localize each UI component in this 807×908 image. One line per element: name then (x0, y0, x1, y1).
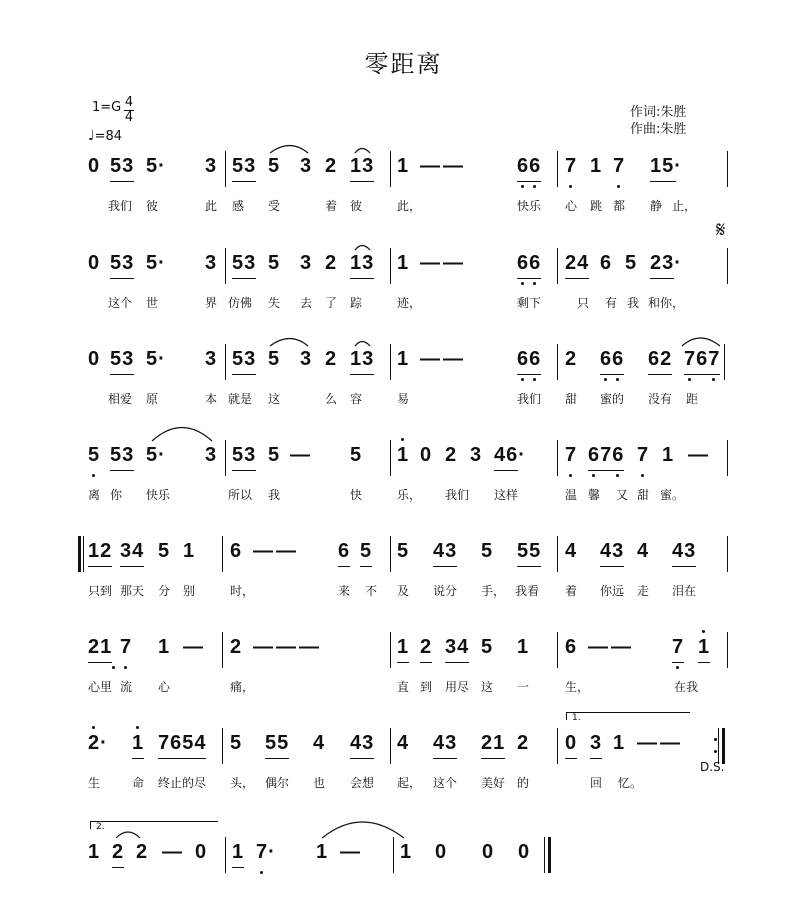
note: 1 (662, 444, 675, 466)
lyric: 都 (613, 199, 626, 213)
note: 4 (565, 540, 578, 562)
composer-credit: 作曲:朱胜 (630, 122, 687, 137)
lyric: 快乐 (146, 488, 171, 502)
lyric: 痛， (230, 680, 255, 694)
lyric: 快乐 (517, 199, 542, 213)
lyric: 着 (565, 584, 578, 598)
slur (152, 428, 212, 442)
lyric: 我们 (517, 392, 542, 406)
note: 66 (600, 348, 625, 370)
note: 24 (565, 252, 590, 274)
note: 3 (205, 252, 218, 274)
lyric: 别 (183, 584, 196, 598)
lyric: 终止的尽 (158, 776, 207, 790)
lyric: 美好 (481, 776, 506, 790)
time-bottom: 4 (124, 110, 134, 125)
lyric: 回 (590, 776, 603, 790)
slur (355, 342, 370, 347)
note: 5 (158, 540, 171, 562)
note: — (299, 636, 320, 658)
lyric: 走 (637, 584, 650, 598)
note: 5 (268, 252, 281, 274)
note: 1 (232, 841, 245, 863)
lyric: 会想 (350, 776, 375, 790)
lyric: 着 (325, 199, 338, 213)
note: 5 (350, 444, 363, 466)
lyric: 又 (616, 488, 629, 502)
lyric: 仿佛 (228, 296, 253, 310)
note: 2 (565, 348, 578, 370)
note: 53 (232, 444, 257, 466)
lyric: 在我 (674, 680, 699, 694)
lyric: 没有 (648, 392, 673, 406)
note: 0 (518, 841, 531, 863)
lyric: 时， (230, 584, 255, 598)
lyric: 了 (325, 296, 338, 310)
key-label: 1=G (92, 100, 122, 115)
lyric: 容 (350, 392, 363, 406)
song-title: 零距离 (364, 50, 443, 78)
lyric: 受 (268, 199, 281, 213)
note: 5 (88, 444, 101, 466)
note: 1 (397, 348, 410, 370)
note: 7 (565, 155, 578, 177)
note: — (253, 540, 274, 562)
note: — (276, 540, 297, 562)
lyric: 起， (397, 776, 422, 790)
lyric: 那天 (120, 584, 145, 598)
note: 0 (88, 155, 101, 177)
note: 53 (110, 155, 135, 177)
note: — (660, 732, 681, 754)
lyric: 静 (650, 199, 663, 213)
slur (116, 832, 140, 838)
slur (682, 338, 720, 346)
note: 5 (268, 348, 281, 370)
note: 2 (517, 732, 530, 754)
slur (270, 146, 308, 154)
lyric: 原 (146, 392, 159, 406)
lyric: 只到 (88, 584, 113, 598)
lyric: 跳 (590, 199, 603, 213)
note: 0 (88, 348, 101, 370)
note: 55 (265, 732, 290, 754)
note: 7 (120, 636, 133, 658)
tempo-value: =84 (94, 129, 123, 144)
lyric: 世 (146, 296, 159, 310)
lyric: 止， (672, 199, 697, 213)
lyric: 说分 (433, 584, 458, 598)
lyric: 彼 (146, 199, 159, 213)
note: 3 (205, 444, 218, 466)
lyric: 命 (132, 776, 145, 790)
lyric: 离 (88, 488, 101, 502)
note: 13 (350, 155, 375, 177)
note: 43 (600, 540, 625, 562)
note: 5 (268, 444, 281, 466)
lyric: 直 (397, 680, 410, 694)
note: — (637, 732, 658, 754)
note: 7 (613, 155, 626, 177)
note: 1 (316, 841, 329, 863)
lyricist-credit: 作词:朱胜 (630, 105, 687, 120)
note: 13 (350, 252, 375, 274)
note: — (276, 636, 297, 658)
note: 2 (325, 252, 338, 274)
note: 13 (350, 348, 375, 370)
note: 5 (230, 732, 243, 754)
lyric: 手， (481, 584, 506, 598)
lyric: 只 (577, 296, 590, 310)
lyric: 生 (88, 776, 101, 790)
note: 5 (397, 540, 410, 562)
note: 7· (256, 841, 276, 863)
note: 55 (517, 540, 542, 562)
lyric: 我看 (515, 584, 540, 598)
note: 5 (268, 155, 281, 177)
note: 3 (590, 732, 603, 754)
lyric: 偶尔 (265, 776, 290, 790)
lyric: 泪在 (672, 584, 697, 598)
lyric: 我 (268, 488, 281, 502)
note: 2 (136, 841, 149, 863)
lyric: 此 (205, 199, 218, 213)
note: — (420, 252, 441, 274)
lyric: 易 (397, 392, 410, 406)
lyric: 本 (205, 392, 218, 406)
note: 23· (650, 252, 682, 274)
lyric: 来 (338, 584, 351, 598)
lyric: 这个 (433, 776, 458, 790)
slur (270, 339, 308, 347)
lyric: 有 (605, 296, 618, 310)
note: 2 (325, 348, 338, 370)
lyric: 你远 (600, 584, 625, 598)
note: 3 (300, 252, 313, 274)
note: — (253, 636, 274, 658)
note: 1 (397, 252, 410, 274)
note: 6 (600, 252, 613, 274)
note: 0 (88, 252, 101, 274)
note: 1 (397, 444, 410, 466)
note: 3 (300, 348, 313, 370)
note: 1 (590, 155, 603, 177)
note: 1 (400, 841, 413, 863)
note: — (183, 636, 204, 658)
lyric: 到 (420, 680, 433, 694)
lyric: 蜜的 (600, 392, 625, 406)
lyric: 此， (397, 199, 422, 213)
note: 676 (588, 444, 625, 466)
lyric: 迹， (397, 296, 422, 310)
lyric: 你 (110, 488, 123, 502)
lyric: 不 (365, 584, 378, 598)
lyric: 乐， (397, 488, 422, 502)
lyric: 的 (517, 776, 530, 790)
note: 2· (88, 732, 108, 754)
note: 43 (350, 732, 375, 754)
lyric: 我们 (445, 488, 470, 502)
slur (322, 822, 404, 838)
lyric: 头， (230, 776, 255, 790)
note: 3 (470, 444, 483, 466)
lyric: 心里 (88, 680, 113, 694)
lyric: 用尽 (445, 680, 470, 694)
lyric: 甜 (565, 392, 578, 406)
note: 1 (698, 636, 711, 658)
note: 5 (625, 252, 638, 274)
lyric: 感 (232, 199, 245, 213)
note: 21 (88, 636, 113, 658)
lyric: 距 (686, 392, 699, 406)
volta-2-label: 2. (96, 822, 105, 832)
lyric: 我们 (108, 199, 133, 213)
lyric: 去 (300, 296, 313, 310)
note: 66 (517, 348, 542, 370)
lyric: 也 (313, 776, 326, 790)
lyric: 及 (397, 584, 410, 598)
lyric: 心 (158, 680, 171, 694)
lyric: 忆。 (618, 776, 643, 790)
note: 2 (230, 636, 243, 658)
note: 0 (565, 732, 578, 754)
note: 0 (435, 841, 448, 863)
lyric: 一 (517, 680, 530, 694)
segno-icon: 𝄋 (716, 218, 726, 243)
lyric: 生， (565, 680, 590, 694)
lyric: 么 (325, 392, 338, 406)
note: 7 (565, 444, 578, 466)
quarter-note-icon: ♩ (88, 128, 95, 144)
note: — (420, 348, 441, 370)
note: 6 (565, 636, 578, 658)
note: 4 (313, 732, 326, 754)
note: 66 (517, 155, 542, 177)
note: 1 (183, 540, 196, 562)
note: — (162, 841, 183, 863)
lyric: 彼 (350, 199, 363, 213)
note: 62 (648, 348, 673, 370)
lyric: 界 (205, 296, 218, 310)
note: 53 (232, 348, 257, 370)
note: 0 (195, 841, 208, 863)
note: 5· (146, 444, 166, 466)
note: 66 (517, 252, 542, 274)
note: 3 (205, 348, 218, 370)
note: 1 (517, 636, 530, 658)
note: 5· (146, 348, 166, 370)
note: 5 (360, 540, 373, 562)
note: 1 (397, 155, 410, 177)
lyric: 这 (481, 680, 494, 694)
lyric: 温 (565, 488, 578, 502)
note: 5· (146, 155, 166, 177)
volta-1-label: 1. (572, 713, 581, 723)
note: 1 (132, 732, 145, 754)
note: 1 (613, 732, 626, 754)
note: 2 (445, 444, 458, 466)
note: 43 (433, 540, 458, 562)
note: 1 (88, 841, 101, 863)
note: 53 (232, 155, 257, 177)
note: 0 (420, 444, 433, 466)
lyric: 这个 (108, 296, 133, 310)
lyric: 馨 (588, 488, 601, 502)
note: 1 (397, 636, 410, 658)
slur (355, 149, 370, 154)
lyric: 心 (565, 199, 578, 213)
lyric: 和你， (648, 296, 685, 310)
lyric: 流 (120, 680, 133, 694)
time-top: 4 (124, 95, 134, 110)
note: 3 (300, 155, 313, 177)
ds-mark: D.S. (700, 760, 725, 774)
lyric: 就是 (228, 392, 253, 406)
note: 1 (158, 636, 171, 658)
note: — (340, 841, 361, 863)
note: — (420, 155, 441, 177)
note: 34 (445, 636, 470, 658)
lyric: 失 (268, 296, 281, 310)
lyric: 甜 (637, 488, 650, 502)
lyric: 分 (158, 584, 171, 598)
note: 7 (637, 444, 650, 466)
note: 21 (481, 732, 506, 754)
note: — (688, 444, 709, 466)
note: — (443, 252, 464, 274)
note: 43 (672, 540, 697, 562)
note: 12 (88, 540, 113, 562)
note: 43 (433, 732, 458, 754)
note: — (443, 155, 464, 177)
note: 53 (110, 348, 135, 370)
lyric: 我 (627, 296, 640, 310)
note: 3 (205, 155, 218, 177)
note: 7 (672, 636, 685, 658)
lyric: 剩下 (517, 296, 542, 310)
note: 5· (146, 252, 166, 274)
note: 767 (684, 348, 721, 370)
note: 53 (110, 252, 135, 274)
note: 2 (112, 841, 125, 863)
lyric: 快 (350, 488, 363, 502)
note: 53 (232, 252, 257, 274)
note: 2 (325, 155, 338, 177)
lyric: 这样 (494, 488, 519, 502)
note: — (611, 636, 632, 658)
lyric: 这 (268, 392, 281, 406)
note: 6 (230, 540, 243, 562)
note: 0 (482, 841, 495, 863)
note: 2 (420, 636, 433, 658)
lyric: 相爱 (108, 392, 133, 406)
note: 5 (481, 540, 494, 562)
note: 5 (481, 636, 494, 658)
note: 46· (494, 444, 526, 466)
note: — (290, 444, 311, 466)
note: 15· (650, 155, 682, 177)
lyric: 所以 (228, 488, 253, 502)
note: 34 (120, 540, 145, 562)
slur (355, 246, 370, 251)
note: 4 (637, 540, 650, 562)
note: — (588, 636, 609, 658)
note: 4 (397, 732, 410, 754)
lyric: 蜜。 (660, 488, 685, 502)
note: 6 (338, 540, 351, 562)
note: — (443, 348, 464, 370)
lyric: 踪 (350, 296, 363, 310)
note: 53 (110, 444, 135, 466)
note: 7654 (158, 732, 207, 754)
